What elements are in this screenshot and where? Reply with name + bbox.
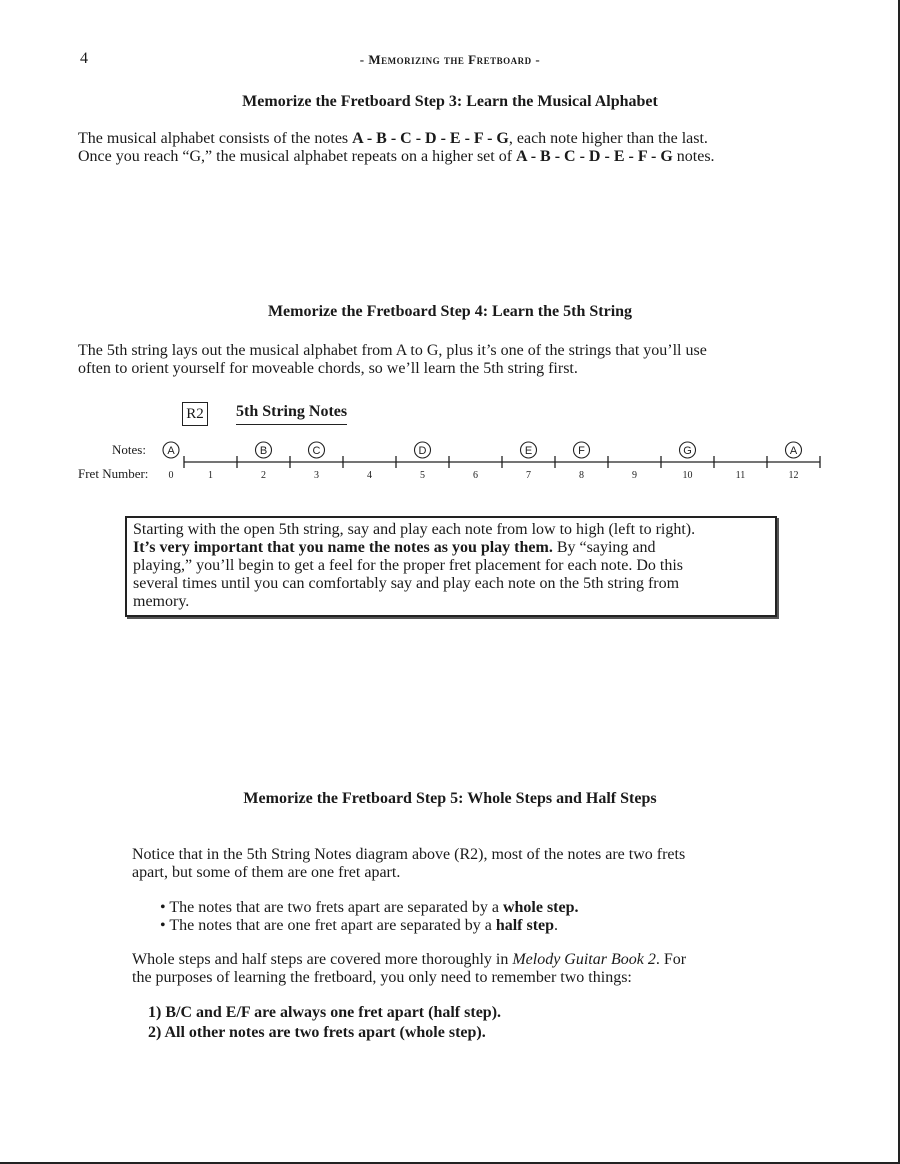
bullet1-term: whole step.	[502, 899, 579, 916]
diagram-title: 5th String Notes	[236, 403, 347, 425]
note-marker-a-fret-12	[786, 442, 802, 458]
fret-number-12: 12	[788, 470, 799, 481]
running-head: - Memorizing the Fretboard -	[359, 52, 541, 67]
notes-label: Notes:	[112, 442, 146, 457]
fret-number-5: 5	[420, 470, 425, 481]
note-marker-f-fret-8	[574, 442, 590, 458]
note-label: A	[789, 445, 798, 457]
rules-list	[148, 1003, 828, 1043]
note-label: A	[167, 445, 175, 457]
step3-line2-alphabet: A - B - C - D - E - F - G	[516, 148, 673, 165]
callout-line4: several times until you can comfortably say and play each note on the 5th string from	[133, 575, 680, 592]
fret-number-2: 2	[261, 470, 266, 481]
step3-line1-pre: The musical alphabet consists of the notes	[78, 130, 353, 147]
fretboard-diagram	[0, 436, 900, 486]
bullet-whole-step	[160, 899, 820, 917]
step4-line2: often to orient yourself for moveable chords, so we’ll learn the 5th string first.	[78, 360, 578, 377]
fret-number-7: 7	[526, 470, 531, 481]
note-label: B	[259, 445, 268, 457]
step5-intro-line2: apart, but some of them are one fret apart.	[132, 864, 401, 881]
steps-bullet-list	[160, 899, 820, 935]
step5-p2-post: . For	[655, 951, 687, 968]
note-marker-a-fret-0	[163, 442, 179, 458]
step5-intro-line1: Notice that in the 5th String Notes diagram above (R2), most of the notes are two frets	[132, 846, 686, 863]
step3-heading: Memorize the Fretboard Step 3: Learn the Musical Alphabet	[242, 93, 658, 110]
practice-callout-box	[125, 516, 777, 617]
fret-number-9: 9	[632, 470, 637, 481]
step5-p2-pre: Whole steps and half steps are covered more thoroughly in	[132, 951, 513, 968]
step5-heading: Memorize the Fretboard Step 5: Whole Steps and Half Steps	[243, 790, 657, 807]
note-marker-e-fret-7	[521, 442, 537, 458]
book-title: Melody Guitar Book 2	[512, 951, 656, 968]
bullet-half-step	[160, 917, 820, 935]
step3-line2-post: notes.	[672, 148, 715, 165]
step3-line1-post: , each note higher than the last.	[508, 130, 708, 147]
fret-number-10: 10	[682, 470, 693, 481]
callout-line2-post: By “saying and	[552, 539, 656, 556]
step4-heading: Memorize the Fretboard Step 4: Learn the 5th String	[267, 303, 633, 320]
step5-paragraph2	[132, 951, 832, 987]
note-marker-b-fret-2	[256, 442, 272, 458]
note-label: C	[312, 445, 321, 457]
bullet2-period: .	[554, 917, 559, 934]
note-label: G	[683, 445, 692, 457]
rule-whole-step: 2) All other notes are two frets apart (whole step).	[148, 1024, 486, 1041]
step5-intro	[132, 846, 832, 882]
note-marker-c-fret-3	[309, 442, 325, 458]
callout-line3: playing,” you’ll begin to get a feel for the proper fret placement for each note. Do this	[133, 557, 684, 574]
fret-number-4: 4	[367, 470, 372, 481]
fret-number-0: 0	[168, 470, 174, 481]
step3-line1-alphabet: A - B - C - D - E - F - G	[352, 130, 509, 147]
fret-number-label: Fret Number:	[78, 466, 149, 481]
step3-line2-pre: Once you reach “G,” the musical alphabet repeats on a higher set of	[78, 148, 517, 165]
bullet2-text: • The notes that are one fret apart are separated by a	[160, 917, 496, 934]
callout-emphasis: It’s very important that you name the notes as you play them.	[133, 539, 553, 556]
fret-number-3: 3	[314, 470, 319, 481]
bullet2-term: half step	[495, 917, 555, 934]
fret-number-8: 8	[579, 470, 584, 481]
step4-paragraph	[78, 342, 838, 378]
fret-number-11: 11	[735, 470, 746, 481]
note-label: F	[578, 445, 585, 457]
bullet1-text: • The notes that are two frets apart are separated by a	[160, 899, 503, 916]
callout-line5: memory.	[133, 593, 190, 610]
page-number: 4	[80, 50, 88, 67]
fret-number-6: 6	[473, 470, 478, 481]
note-markers	[163, 442, 802, 458]
rule-half-step: 1) B/C and E/F are always one fret apart (half step).	[148, 1004, 502, 1021]
step5-p2-line2: the purposes of learning the fretboard, you only need to remember two things:	[132, 969, 632, 986]
note-label: D	[418, 445, 427, 457]
fret-numbers	[169, 470, 799, 481]
fret-number-1: 1	[208, 470, 213, 481]
step3-paragraph	[78, 130, 838, 166]
note-marker-d-fret-5	[415, 442, 431, 458]
step4-line1: The 5th string lays out the musical alphabet from A to G, plus it’s one of the strings that you’ll use	[78, 342, 707, 359]
note-label: E	[524, 445, 533, 457]
callout-line1: Starting with the open 5th string, say and play each note from low to high (left to right).	[133, 521, 696, 538]
diagram-tag: R2	[182, 402, 208, 426]
note-marker-g-fret-10	[680, 442, 696, 458]
